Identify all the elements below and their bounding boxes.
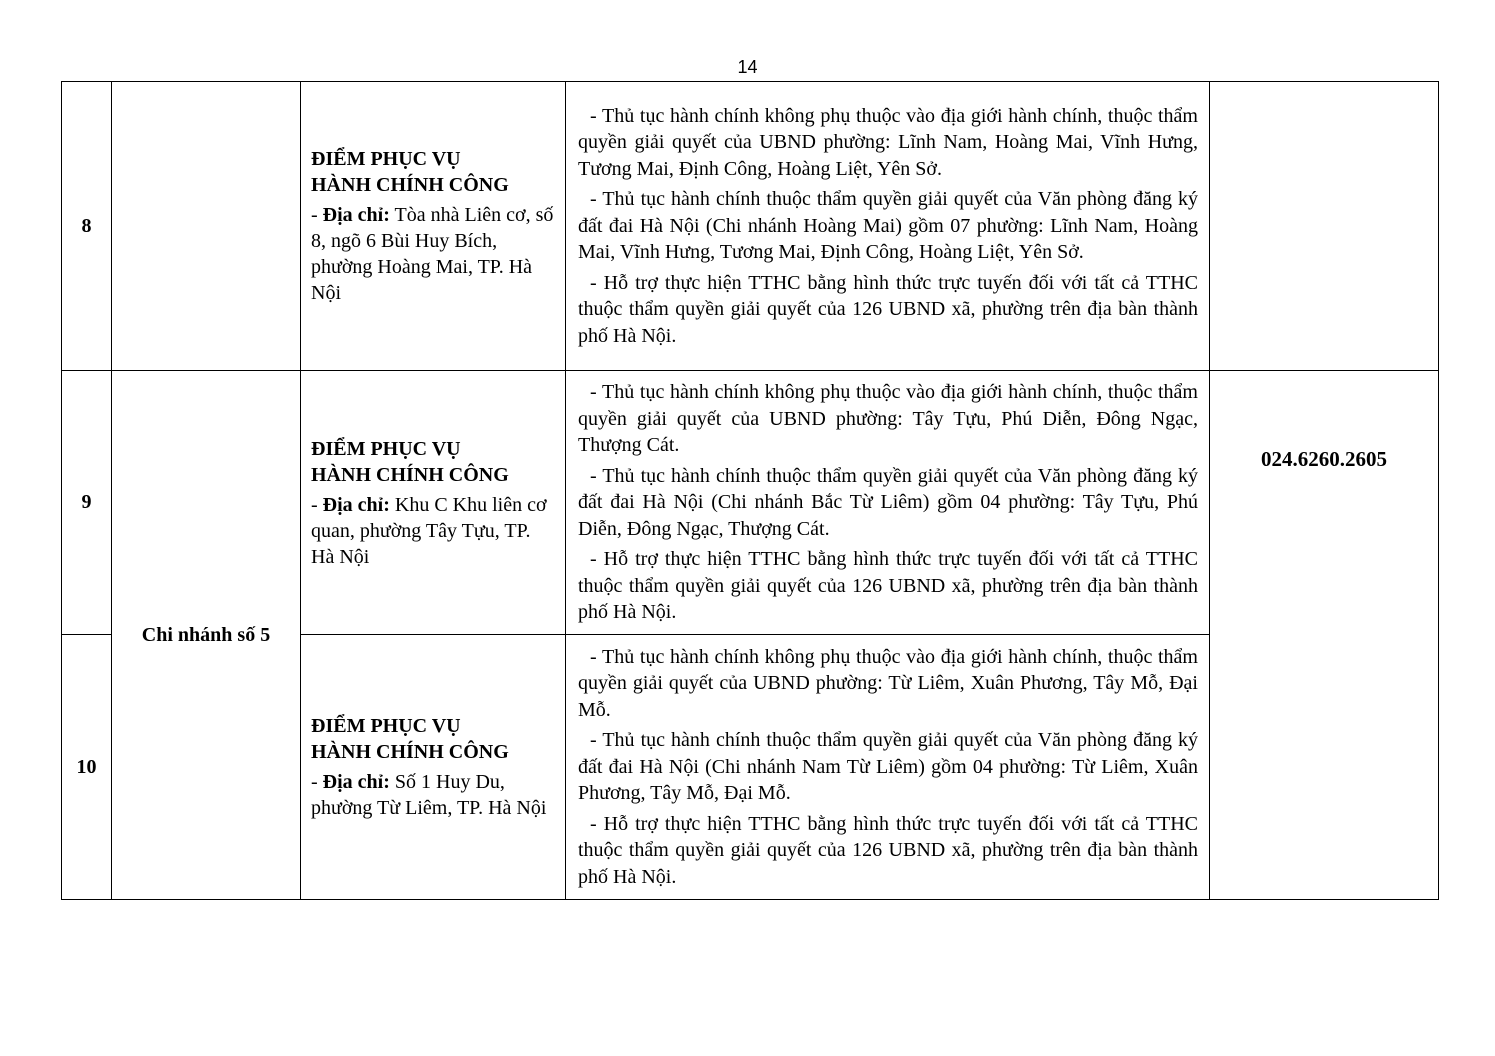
procedure-item: - Hỗ trợ thực hiện TTHC bằng hình thức trực tuyến đối với tất cả TTHC thuộc thẩm quyền giải quyết của 126 UBND xã, phường trên địa bàn thành phố Hà Nội.	[578, 271, 1198, 347]
address-text: Khu C Khu liên cơ quan, phường Tây Tựu, TP. Hà Nội	[311, 493, 547, 568]
phone-cell-empty	[1210, 82, 1439, 371]
service-point-title-line2: HÀNH CHÍNH CÔNG	[311, 174, 509, 196]
service-points-table	[61, 81, 1439, 900]
phone-cell	[1210, 371, 1439, 900]
phone-number: 024.6260.2605	[1261, 447, 1387, 471]
service-point-cell	[301, 82, 566, 371]
service-point-title-line1: ĐIỂM PHỤC VỤ	[311, 437, 461, 460]
service-point-address: - Địa chỉ: Số 1 Huy Du, phường Từ Liêm, TP. Hà Nội	[311, 771, 547, 819]
service-point-title	[311, 146, 555, 198]
branch-name: Chi nhánh số 5	[112, 371, 301, 900]
service-point-address: - Địa chỉ: Khu C Khu liên cơ quan, phường Tây Tựu, TP. Hà Nội	[311, 493, 547, 568]
page-number: 14	[737, 57, 758, 77]
procedures-cell	[566, 371, 1210, 635]
service-point-title-line1: ĐIỂM PHỤC VỤ	[311, 715, 461, 737]
row-number: 8	[62, 82, 112, 371]
procedure-item: - Thủ tục hành chính không phụ thuộc vào địa giới hành chính, thuộc thẩm quyền giải quyết của UBND phường: Lĩnh Nam, Hoàng Mai, Vĩnh Hưng, Tương Mai, Định Công, Hoàng Liệt, Yên Sở.	[578, 104, 1198, 180]
address-label: Địa chỉ:	[322, 204, 390, 226]
table-row	[62, 371, 1439, 635]
service-point-title-line1: ĐIỂM PHỤC VỤ	[311, 148, 461, 170]
procedures-cell	[566, 82, 1210, 371]
row-number: 10	[62, 635, 112, 900]
service-point-title-line2: HÀNH CHÍNH CÔNG	[311, 741, 509, 763]
row-number: 9	[62, 371, 112, 635]
procedure-item: - Hỗ trợ thực hiện TTHC bằng hình thức trực tuyến đối với tất cả TTHC thuộc thẩm quyền giải quyết của 126 UBND xã, phường trên địa bàn thành phố Hà Nội.	[578, 812, 1198, 888]
service-point-cell	[301, 635, 566, 900]
address-label: Địa chỉ:	[322, 771, 390, 793]
procedures-cell	[566, 635, 1210, 900]
procedure-item: - Thủ tục hành chính thuộc thẩm quyền giải quyết của Văn phòng đăng ký đất đai Hà Nội (Chi nhánh Hoàng Mai) gồm 07 phường: Lĩnh Nam, Hoàng Mai, Vĩnh Hưng, Tương Mai, Định Công, Hoàng Liệt, Yên Sở.	[578, 188, 1198, 264]
procedure-item: - Thủ tục hành chính không phụ thuộc vào địa giới hành chính, thuộc thẩm quyền giải quyết của UBND phường: Tây Tựu, Phú Diễn, Đông Ngạc, Thượng Cát.	[578, 381, 1198, 457]
service-point-address: - Địa chỉ: Tòa nhà Liên cơ, số 8, ngõ 6 Bùi Huy Bích, phường Hoàng Mai, TP. Hà Nội	[311, 204, 554, 304]
procedure-item: - Thủ tục hành chính thuộc thẩm quyền giải quyết của Văn phòng đăng ký đất đai Hà Nội (Chi nhánh Bắc Từ Liêm) gồm 04 phường: Tây Tựu, Phú Diễn, Đông Ngạc, Thượng Cát.	[578, 464, 1198, 540]
address-text: Số 1 Huy Du, phường Từ Liêm, TP. Hà Nội	[311, 771, 547, 819]
service-point-title	[311, 713, 555, 765]
address-text: Tòa nhà Liên cơ, số 8, ngõ 6 Bùi Huy Bích, phường Hoàng Mai, TP. Hà Nội	[311, 204, 554, 304]
table-row	[62, 82, 1439, 371]
address-label: Địa chỉ:	[322, 493, 390, 516]
procedure-item: - Thủ tục hành chính không phụ thuộc vào địa giới hành chính, thuộc thẩm quyền giải quyết của UBND phường: Từ Liêm, Xuân Phương, Tây Mỗ, Đại Mỗ.	[578, 645, 1198, 721]
service-point-cell	[301, 371, 566, 635]
procedure-item: - Thủ tục hành chính thuộc thẩm quyền giải quyết của Văn phòng đăng ký đất đai Hà Nội (Chi nhánh Nam Từ Liêm) gồm 04 phường: Từ Liêm, Xuân Phương, Tây Mỗ, Đại Mỗ.	[578, 729, 1198, 805]
service-point-title	[311, 436, 555, 488]
procedure-item: - Hỗ trợ thực hiện TTHC bằng hình thức trực tuyến đối với tất cả TTHC thuộc thẩm quyền giải quyết của 126 UBND xã, phường trên địa bàn thành phố Hà Nội.	[578, 548, 1198, 624]
service-point-title-line2: HÀNH CHÍNH CÔNG	[311, 463, 509, 486]
branch-cell-empty	[112, 82, 301, 371]
